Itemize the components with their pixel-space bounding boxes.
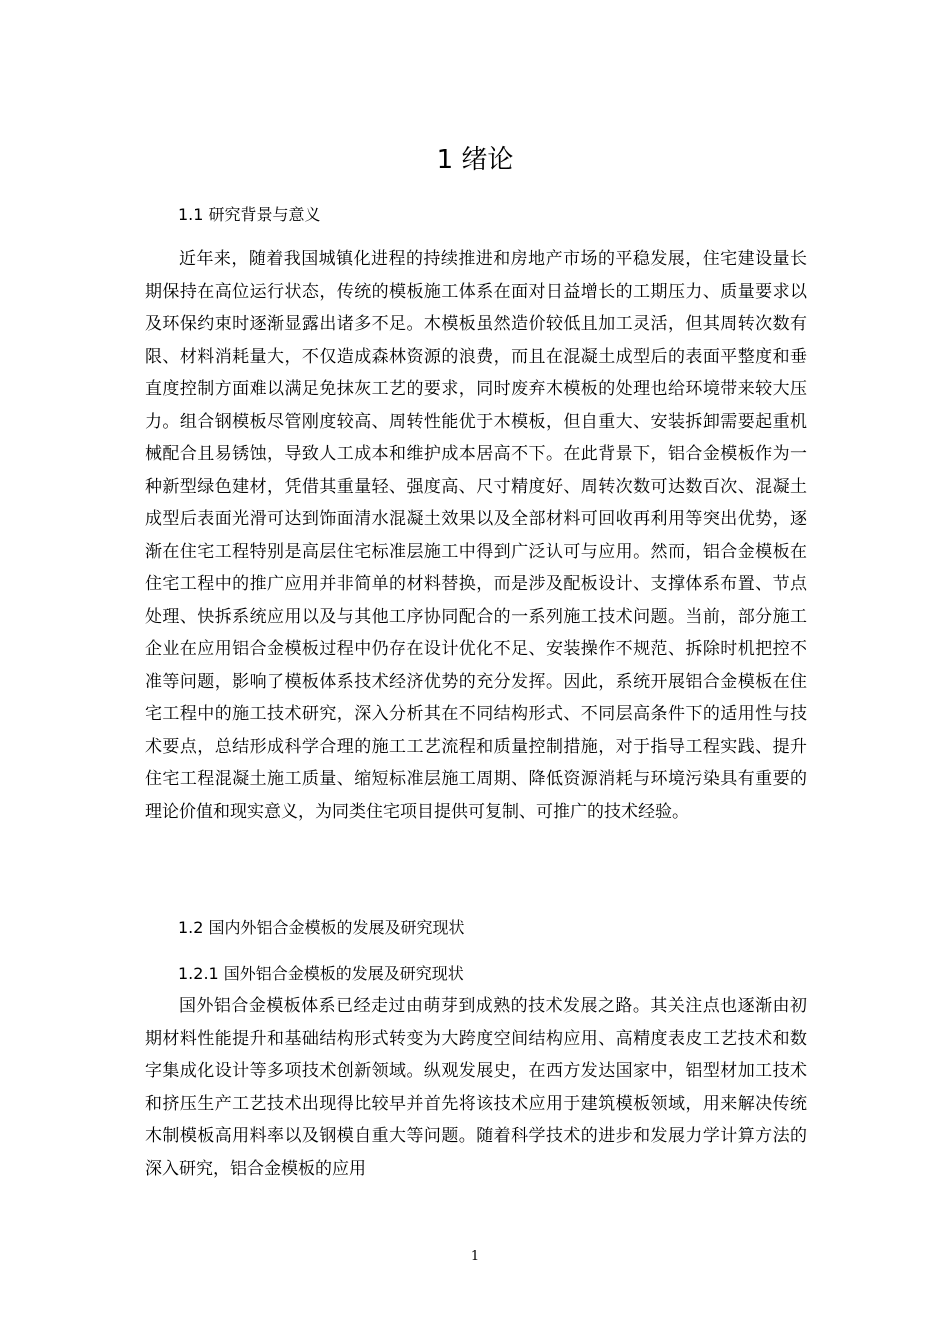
section-heading-1-2: 1.2 国内外铝合金模板的发展及研究现状 [178,918,465,937]
chapter-title: 1 绪论 [436,145,514,175]
section-1-2-1-paragraph: 国外铝合金模板体系已经走过由萌芽到成熟的技术发展之路。其关注点也逐渐由初期材料性能提升和基础结构形式转变为大跨度空间结构应用、高精度表皮工艺技术和数字集成化设计等多项技术创新领域。纵观发展史，在西方发达国家中，铝型材加工技术和挤压生产工艺技术出现得比较早并首先将该技术应用于建筑模板领域，用来解决传统木制模板高用料率以及钢模自重大等问题。随着科学技术的进步和发展力学计算方法的深入研究，铝合金模板的应用 [145,996,807,1179]
section-heading-1-1: 1.1 研究背景与意义 [178,205,321,224]
section-1-1-paragraph: 近年来，随着我国城镇化进程的持续推进和房地产市场的平稳发展，住宅建设量长期保持在高位运行状态，传统的模板施工体系在面对日益增长的工期压力、质量要求以及环保约束时逐渐显露出诸多不足。木模板虽然造价较低且加工灵活，但其周转次数有限、材料消耗量大，不仅造成森林资源的浪费，而且在混凝土成型后的表面平整度和垂直度控制方面难以满足免抹灰工艺的要求，同时废弃木模板的处理也给环境带来较大压力。组合钢模板尽管刚度较高、周转性能优于木模板，但自重大、安装拆卸需要起重机械配合且易锈蚀，导致人工成本和维护成本居高不下。在此背景下，铝合金模板作为一种新型绿色建材，凭借其重量轻、强度高、尺寸精度好、周转次数可达数百次、混凝土成型后表面光滑可达到饰面清水混凝土效果以及全部材料可回收再利用等突出优势，逐渐在住宅工程特别是高层住宅标准层施工中得到广泛认可与应用。然而，铝合金模板在住宅工程中的推广应用并非简单的材料替换，而是涉及配板设计、支撑体系布置、节点处理、快拆系统应用以及与其他工序协同配合的一系列施工技术问题。当前，部分施工企业在应用铝合金模板过程中仍存在设计优化不足、安装操作不规范、拆除时机把控不准等问题，影响了模板体系技术经济优势的充分发挥。因此，系统开展铝合金模板在住宅工程中的施工技术研究，深入分析其在不同结构形式、不同层高条件下的适用性与技术要点，总结形成科学合理的施工工艺流程和质量控制措施，对于指导工程实践、提升住宅工程混凝土施工质量、缩短标准层施工周期、降低资源消耗与环境污染具有重要的理论价值和现实意义，为同类住宅项目提供可复制、可推广的技术经验。 [145,249,807,822]
section-heading-1-2-1: 1.2.1 国外铝合金模板的发展及研究现状 [178,964,464,983]
page-number: 1 [470,1249,480,1264]
